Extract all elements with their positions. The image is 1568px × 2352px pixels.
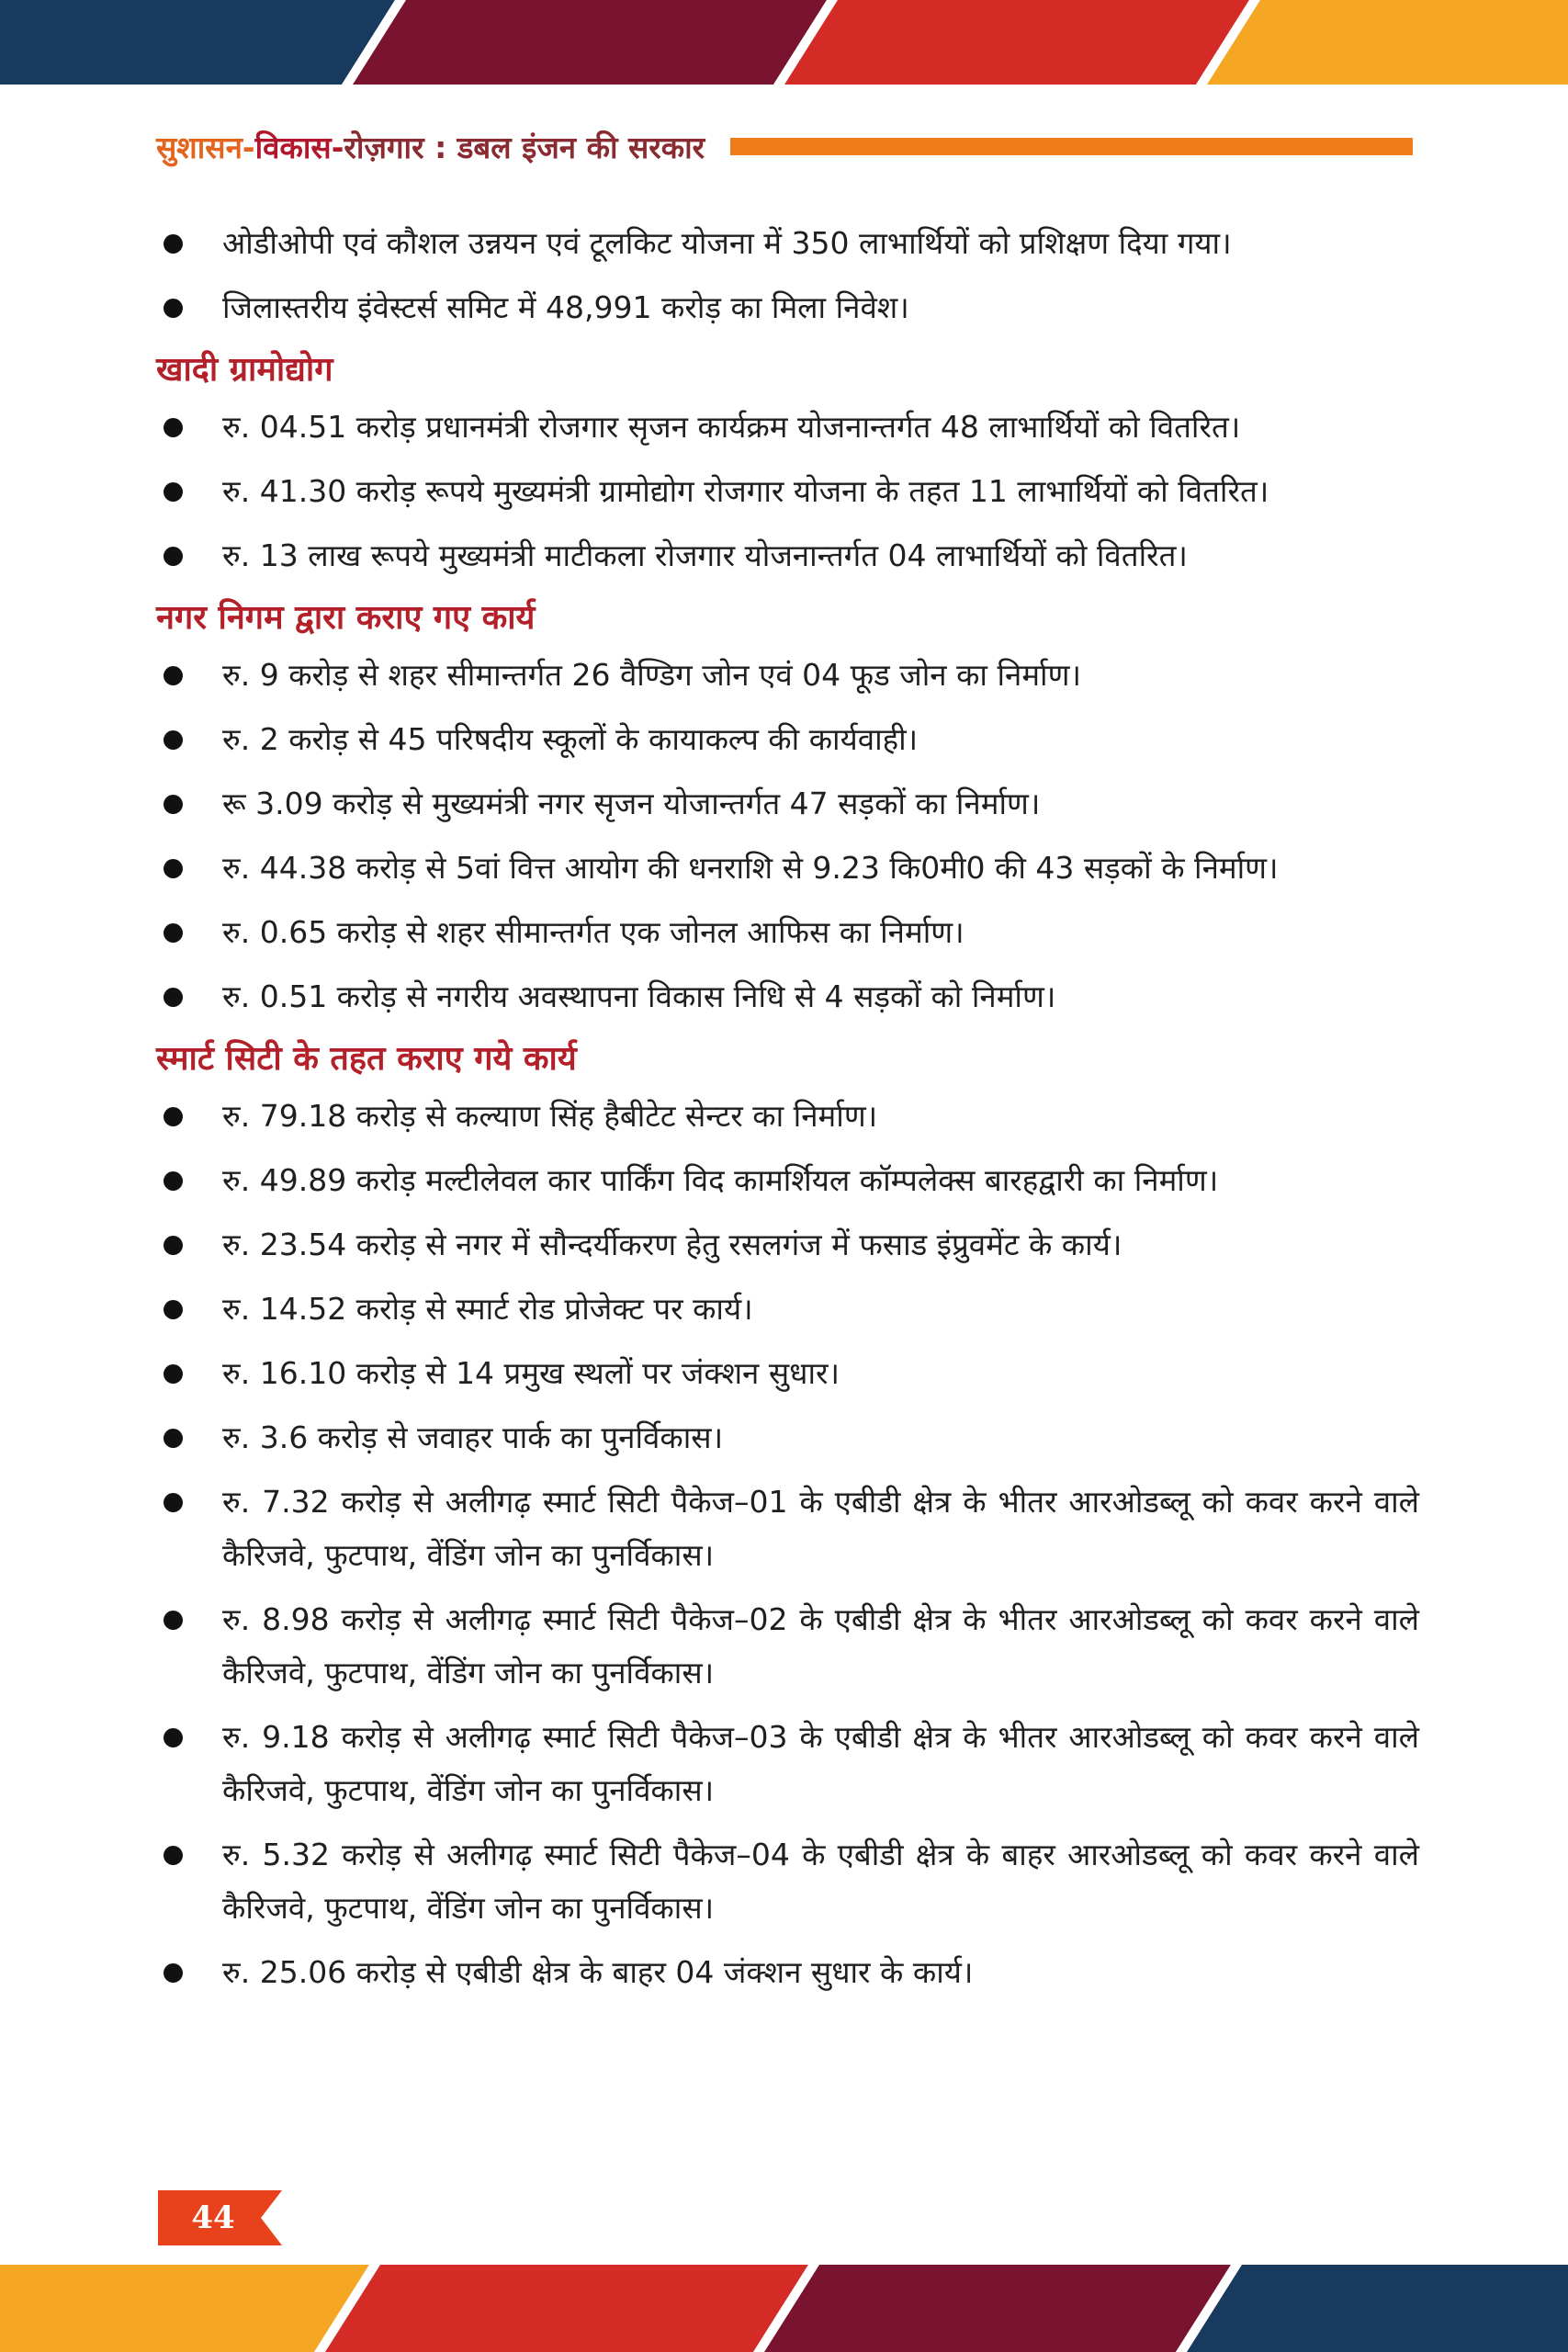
bullet-icon bbox=[164, 923, 183, 943]
bullet-icon bbox=[164, 1300, 183, 1319]
bullet-icon bbox=[164, 1728, 183, 1747]
list-item-text: रु. 79.18 करोड़ से कल्याण सिंह हैबीटेट सेन्टर का निर्माण। bbox=[222, 1098, 878, 1134]
list-item bbox=[156, 1593, 1419, 1700]
bullet-icon bbox=[164, 1107, 183, 1126]
list-item-text: रु. 16.10 करोड़ से 14 प्रमुख स्थलों पर जंक्शन सुधार। bbox=[222, 1355, 840, 1391]
list-item bbox=[156, 401, 1419, 454]
header-title-part-1: सुशासन- bbox=[156, 130, 255, 165]
list-item-text: रु. 0.65 करोड़ से शहर सीमान्तर्गत एक जोनल आफिस का निर्माण। bbox=[222, 914, 964, 950]
list-item bbox=[156, 1946, 1419, 1999]
list-item-text: रु. 9.18 करोड़ से अलीगढ़ स्मार्ट सिटी पैकेज–03 के एबीडी क्षेत्र के भीतर आरओडब्लू को कवर करने वाले कैरिजवे, फुटपाथ, वेंडिंग जोन का पुनर्विकास। bbox=[222, 1719, 1419, 1808]
page-number: 44 bbox=[191, 2199, 235, 2236]
bullet-icon bbox=[164, 299, 183, 318]
list-item-text: रू 3.09 करोड़ से मुख्यमंत्री नगर सृजन योजान्तर्गत 47 सड़कों का निर्माण। bbox=[222, 786, 1041, 821]
list-item bbox=[156, 217, 1419, 270]
list-item-text: रु. 0.51 करोड़ से नगरीय अवस्थापना विकास निधि से 4 सड़कों को निर्माण। bbox=[222, 978, 1056, 1014]
list-item-text: रु. 14.52 करोड़ से स्मार्ट रोड प्रोजेक्ट पर कार्य। bbox=[222, 1291, 753, 1327]
list-item bbox=[156, 1218, 1419, 1272]
list-item bbox=[156, 970, 1419, 1023]
list-item-text: रु. 04.51 करोड़ प्रधानमंत्री रोजगार सृजन कार्यक्रम योजनान्तर्गत 48 लाभार्थियों को वितरित। bbox=[222, 409, 1241, 445]
list-item-text: रु. 44.38 करोड़ से 5वां वित्त आयोग की धनराशि से 9.23 कि0मी0 की 43 सड़कों के निर्माण। bbox=[222, 850, 1279, 886]
list-item-text: रु. 3.6 करोड़ से जवाहर पार्क का पुनर्विकास। bbox=[222, 1419, 724, 1455]
list-item-text: रु. 13 लाख रूपये मुख्यमंत्री माटीकला रोजगार योजनान्तर्गत 04 लाभार्थियों को वितरित। bbox=[222, 537, 1188, 573]
list-item bbox=[156, 1154, 1419, 1207]
list-item bbox=[156, 1411, 1419, 1464]
list-item bbox=[156, 1828, 1419, 1935]
bullet-icon bbox=[164, 482, 183, 502]
list-item bbox=[156, 906, 1419, 959]
khadi-list bbox=[156, 401, 1419, 582]
header-rule bbox=[730, 138, 1413, 155]
bullet-icon bbox=[164, 1611, 183, 1630]
bullet-icon bbox=[164, 547, 183, 566]
list-item bbox=[156, 842, 1419, 895]
header-title-part-2: विकास- bbox=[254, 130, 344, 165]
list-item bbox=[156, 529, 1419, 582]
header-title-part-3: रोज़गार : डबल इंजन की सरकार bbox=[344, 130, 705, 165]
bullet-icon bbox=[164, 1846, 183, 1865]
list-item bbox=[156, 777, 1419, 831]
bullet-icon bbox=[164, 1493, 183, 1512]
section-heading-nagar-nigam: नगर निगम द्वारा कराए गए कार्य bbox=[156, 598, 536, 637]
bullet-icon bbox=[164, 1236, 183, 1255]
list-item bbox=[156, 1476, 1419, 1582]
bullet-icon bbox=[164, 1364, 183, 1384]
smart-city-list bbox=[156, 1090, 1419, 1999]
bullet-icon bbox=[164, 666, 183, 685]
top-color-band bbox=[0, 0, 1568, 85]
list-item-text: जिलास्तरीय इंवेस्टर्स समिट में 48,991 करोड़ का मिला निवेश। bbox=[222, 289, 909, 325]
page-number-tab bbox=[158, 2190, 282, 2245]
bullet-icon bbox=[164, 1171, 183, 1191]
list-item bbox=[156, 649, 1419, 702]
list-item bbox=[156, 713, 1419, 766]
list-item-text: रु. 49.89 करोड़ मल्टीलेवल कार पार्किंग विद कामर्शियल कॉम्पलेक्स बारहद्वारी का निर्माण। bbox=[222, 1162, 1219, 1198]
list-item-text: रु. 2 करोड़ से 45 परिषदीय स्कूलों के कायाकल्प की कार्यवाही। bbox=[222, 721, 919, 757]
bottom-color-band bbox=[0, 2265, 1568, 2352]
bullet-icon bbox=[164, 234, 183, 254]
section-heading-smart-city: स्मार्ट सिटी के तहत कराए गये कार्य bbox=[156, 1039, 577, 1078]
bullet-icon bbox=[164, 418, 183, 437]
list-item-text: रु. 41.30 करोड़ रूपये मुख्यमंत्री ग्रामोद्योग रोजगार योजना के तहत 11 लाभार्थियों को वितरित। bbox=[222, 473, 1269, 509]
nagar-nigam-list bbox=[156, 649, 1419, 1023]
bullet-icon bbox=[164, 795, 183, 814]
list-item-text: रु. 9 करोड़ से शहर सीमान्तर्गत 26 वैण्डिग जोन एवं 04 फूड जोन का निर्माण। bbox=[222, 657, 1081, 693]
list-item bbox=[156, 1347, 1419, 1400]
header-title bbox=[156, 125, 705, 171]
list-item-text: रु. 5.32 करोड़ से अलीगढ़ स्मार्ट सिटी पैकेज–04 के एबीडी क्षेत्र के बाहर आरओडब्लू को कवर करने वाले कैरिजवे, फुटपाथ, वेंडिंग जोन का पुनर्विकास। bbox=[222, 1837, 1419, 1926]
list-item bbox=[156, 1283, 1419, 1336]
list-item-text: रु. 8.98 करोड़ से अलीगढ़ स्मार्ट सिटी पैकेज–02 के एबीडी क्षेत्र के भीतर आरओडब्लू को कवर करने वाले कैरिजवे, फुटपाथ, वेंडिंग जोन का पुनर्विकास। bbox=[222, 1601, 1419, 1690]
list-item bbox=[156, 465, 1419, 518]
bullet-icon bbox=[164, 1429, 183, 1448]
intro-list bbox=[156, 217, 1419, 334]
bullet-icon bbox=[164, 730, 183, 750]
bullet-icon bbox=[164, 988, 183, 1007]
section-heading-khadi: खादी ग्रामोद्योग bbox=[156, 350, 333, 389]
list-item-text: रु. 7.32 करोड़ से अलीगढ़ स्मार्ट सिटी पैकेज–01 के एबीडी क्षेत्र के भीतर आरओडब्लू को कवर करने वाले कैरिजवे, फुटपाथ, वेंडिंग जोन का पुनर्विकास। bbox=[222, 1484, 1419, 1573]
bullet-icon bbox=[164, 859, 183, 878]
list-item-text: रु. 25.06 करोड़ से एबीडी क्षेत्र के बाहर 04 जंक्शन सुधार के कार्य। bbox=[222, 1954, 974, 1990]
list-item bbox=[156, 1711, 1419, 1817]
list-item bbox=[156, 281, 1419, 334]
list-item bbox=[156, 1090, 1419, 1143]
list-item-text: रु. 23.54 करोड़ से नगर में सौन्दर्यीकरण हेतु रसलगंज में फसाड इंप्रुवमेंट के कार्य। bbox=[222, 1227, 1122, 1262]
bullet-icon bbox=[164, 1963, 183, 1983]
page-content bbox=[156, 217, 1419, 2010]
list-item-text: ओडीओपी एवं कौशल उन्नयन एवं टूलकिट योजना में 350 लाभार्थियों को प्रशिक्षण दिया गया। bbox=[222, 225, 1232, 261]
